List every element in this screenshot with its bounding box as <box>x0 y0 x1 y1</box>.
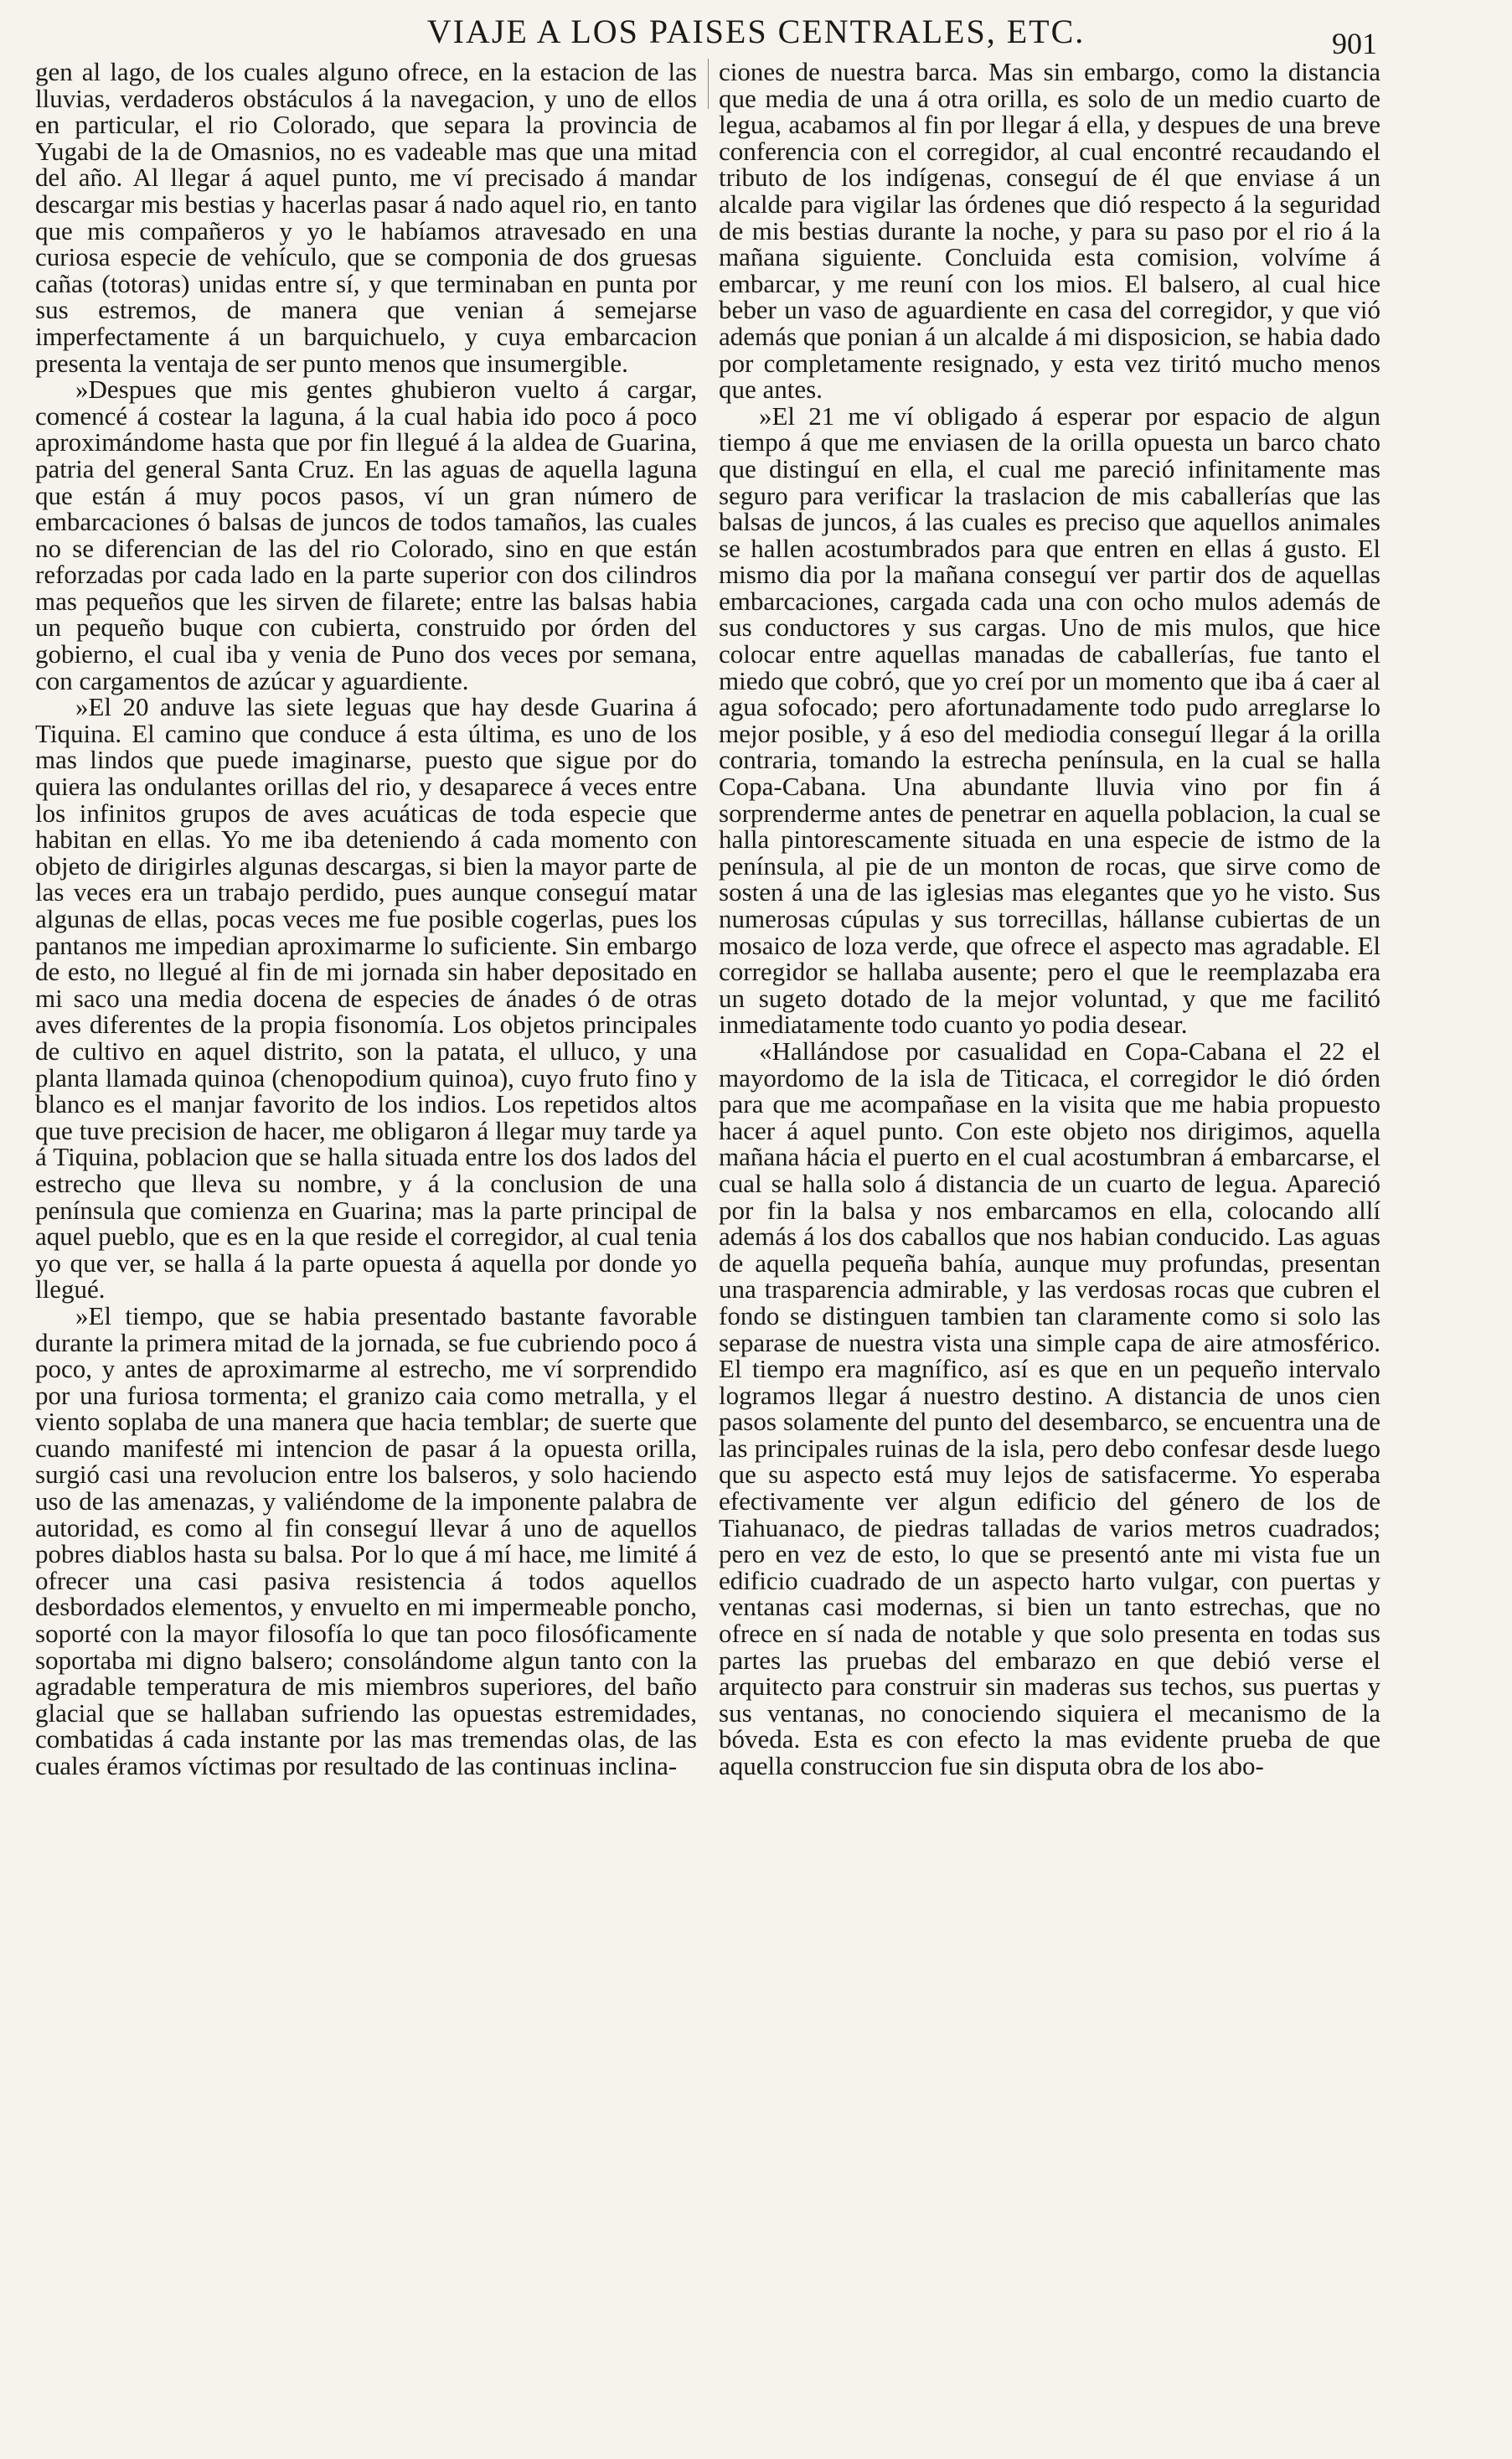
paragraph: »El 21 me ví obligado á esperar por espacio de algun tiempo á que me enviasen de la orilla opuesta un barco chato que distinguí en ella, el cual me pareció infinitamente mas seguro para verificar la traslacion de mis caballerías que las balsas de juncos, á las cuales es preciso que aquellos animales se hallen acostumbrados para que entren en ellas á gusto. El mismo dia por la mañana conseguí ver partir dos de aquellas embarcaciones, cargada cada una con ocho mulos además de sus conductores y sus cargas. Uno de mis mulos, que hice colocar entre aquellas manadas de caballerías, fue tanto el miedo que cobró, que yo creí por un momento que iba á caer al agua sofocado; pero afortunadamente todo pudo arreglarse lo mejor posible, y á eso del mediodia conseguí llegar á la orilla contraria, tomando la estrecha península, en la cual se halla Copa-Cabana. Una abundante lluvia vino por fin á sorprenderme antes de penetrar en aquella poblacion, la cual se halla pintorescamente situada en una especie de istmo de la península, al pie de un monton de rocas, que sirve como de sosten á una de las iglesias mas elegantes que yo he visto. Sus numerosas cúpulas y sus torrecillas, hállanse cubiertas de un mosaico de loza verde, que ofrece el aspecto mas agradable. El corregidor se hallaba ausente; pero el que le reemplazaba era un sugeto dotado de la mejor voluntad, y que me facilitó inmediatamente todo cuanto yo podia desear. <box>719 400 1380 1040</box>
running-title: VIAJE A LOS PAISES CENTRALES, ETC. <box>426 13 1086 50</box>
paragraph: gen al lago, de los cuales alguno ofrece, en la estacion de las lluvias, verdaderos obstáculos á la navegacion, y uno de ellos en particular, el rio Colorado, que separa la provincia de Yugabi de la de Omasnios, no es vadeable mas que una mitad del año. Al llegar á aquel punto, me ví precisado á mandar descargar mis bestias y hacerlas pasar á nado aquel rio, en tanto que mis compañeros y yo le habíamos atravesado en una curiosa especie de vehículo, que se componia de dos gruesas cañas (totoras) unidas entre sí, y que terminaban en punta por sus estremos, de manera que venian á semejarse imperfectamente á un barquichuelo, y cuya embarcacion presenta la ventaja de ser punto menos que insumergible. <box>35 59 697 378</box>
paragraph: »El 20 anduve las siete leguas que hay desde Guarina á Tiquina. El camino que conduce á esta última, es uno de los mas lindos que puede imaginarse, puesto que sigue por do quiera las ondulantes orillas del rio, y desaparece á veces entre los infinitos grupos de aves acuáticas de toda especie que habitan en ellas. Yo me iba deteniendo á cada momento con objeto de dirigirles algunas descargas, si bien la mayor parte de las veces era un trabajo perdido, pues aunque conseguí matar algunas de ellas, pocas veces me fue posible cogerlas, pues los pantanos me impedian aproximarme lo suficiente. Sin embargo de esto, no llegué al fin de mi jornada sin haber depositado en mi saco una media docena de especies de ánades ó de otras aves diferentes de la propia fisonomía. Los objetos principales de cultivo en aquel distrito, son la patata, el ulluco, y una planta llamada quinoa (chenopodium quinoa), cuyo fruto fino y blanco es el manjar favorito de los indios. Los repetidos altos que tuve precision de hacer, me obligaron á llegar muy tarde ya á Tiquina, poblacion que se halla situada entre los dos lados del estrecho que lleva su nombre, y á la conclusion de una península que comienza en Guarina; mas la parte principal de aquel pueblo, que es en la que reside el corregidor, al cual tenia yo que ver, se halla á la parte opuesta á aquella por donde yo llegué. <box>35 692 697 1304</box>
right-column <box>719 59 1380 2446</box>
column-divider <box>708 59 709 109</box>
page-number: 901 <box>1332 27 1377 60</box>
paragraph: ciones de nuestra barca. Mas sin embargo, como la distancia que media de una á otra orilla, es solo de un medio cuarto de legua, acabamos al fin por llegar á ella, y despues de una breve conferencia con el corregidor, al cual encontré recaudando el tributo de los indígenas, conseguí de él que enviase á un alcalde para vigilar las órdenes que dió respecto á la seguridad de mis bestias durante la noche, y para su paso por el rio á la mañana siguiente. Concluida esta comision, volvíme á embarcar, y me reuní con los mios. El balsero, al cual hice beber un vaso de aguardiente en casa del corregidor, y que vió además que ponian á un alcalde á mi disposicion, se habia dado por completamente resignado, y esta vez tiritó mucho menos que antes. <box>719 59 1380 405</box>
left-column <box>35 59 697 2446</box>
paragraph: »El tiempo, que se habia presentado bastante favorable durante la primera mitad de la jornada, se fue cubriendo poco á poco, y antes de aproximarme al estrecho, me ví sorprendido por una furiosa tormenta; el granizo caia como metralla, y el viento soplaba de una manera que hacia temblar; de suerte que cuando manifesté mi intencion de pasar á la opuesta orilla, surgió casi una revolucion entre los balseros, y solo haciendo uso de las amenazas, y valiéndome de la imponente palabra de autoridad, es como al fin conseguí llevar á uno de aquellos pobres diablos hasta su balsa. Por lo que á mí hace, me limité á ofrecer una casi pasiva resistencia á todos aquellos desbordados elementos, y envuelto en mi impermeable poncho, soporté con la mayor filosofía lo que tan poco filosóficamente soportaba mi digno balsero; consolándome algun tanto con la agradable temperatura de mis miembros superiores, del baño glacial que se hallaban sufriendo las opuestas estremidades, combatidas á cada instante por las mas tremendas olas, de las cuales éramos víctimas por resultado de las continuas inclina- <box>35 1300 697 1780</box>
paragraph: »Despues que mis gentes ghubieron vuelto á cargar, comencé á costear la laguna, á la cual habia ido poco á poco aproximándome hasta que por fin llegué á la aldea de Guarina, patria del general Santa Cruz. En las aguas de aquella laguna que están á muy pocos pasos, ví un gran número de embarcaciones ó balsas de juncos de todos tamaños, las cuales no se diferencian de las del rio Colorado, sino en que están reforzadas por cada lado en la parte superior con dos cilindros mas pequeños que les sirven de filarete; entre las balsas habia un pequeño buque con cubierta, construido por órden del gobierno, el cual iba y venia de Puno dos veces por semana, con cargamentos de azúcar y aguardiente. <box>35 375 697 695</box>
paragraph: «Hallándose por casualidad en Copa-Cabana el 22 el mayordomo de la isla de Titicaca, el corregidor le dió órden para que me acompañase en la visita que me habia propuesto hacer á aquel punto. Con este objeto nos dirigimos, aquella mañana hácia el puerto en el cual acostumbran á embarcarse, el cual se halla solo á distancia de un cuarto de legua. Apareció por fin la balsa y nos embarcamos en ella, colocando allí además á los dos caballos que nos habian conducido. Las aguas de aquella pequeña bahía, aunque muy profundas, presentan una trasparencia admirable, y las verdosas rocas que cubren el fondo se distinguen tambien tan claramente como si solo las separase de nuestra vista una simple capa de aire atmosférico. El tiempo era magnífico, así es que en un pequeño intervalo logramos llegar á nuestro destino. A distancia de unos cien pasos solamente del punto del desembarco, se encuentra una de las principales ruinas de la isla, pero debo confesar desde luego que su aspecto está muy lejos de satisfacerme. Yo esperaba efectivamente ver algun edificio del género de los de Tiahuanaco, de piedras talladas de varios metros cuadrados; pero en vez de esto, lo que se presentó ante mi vista fue un edificio cuadrado de un aspecto harto vulgar, con puertas y ventanas casi modernas, si bien un tanto estrechas, que no ofrece en sí nada de notable y que solo presenta en todas sus partes las pruebas del embarazo en que debió verse el arquitecto para construir sin maderas sus techos, sus puertas y sus ventanas, no conociendo siquiera el mecanismo de la bóveda. Esta es con efecto la mas evidente prueba de que aquella construccion fue sin disputa obra de los abo- <box>719 1036 1380 1780</box>
